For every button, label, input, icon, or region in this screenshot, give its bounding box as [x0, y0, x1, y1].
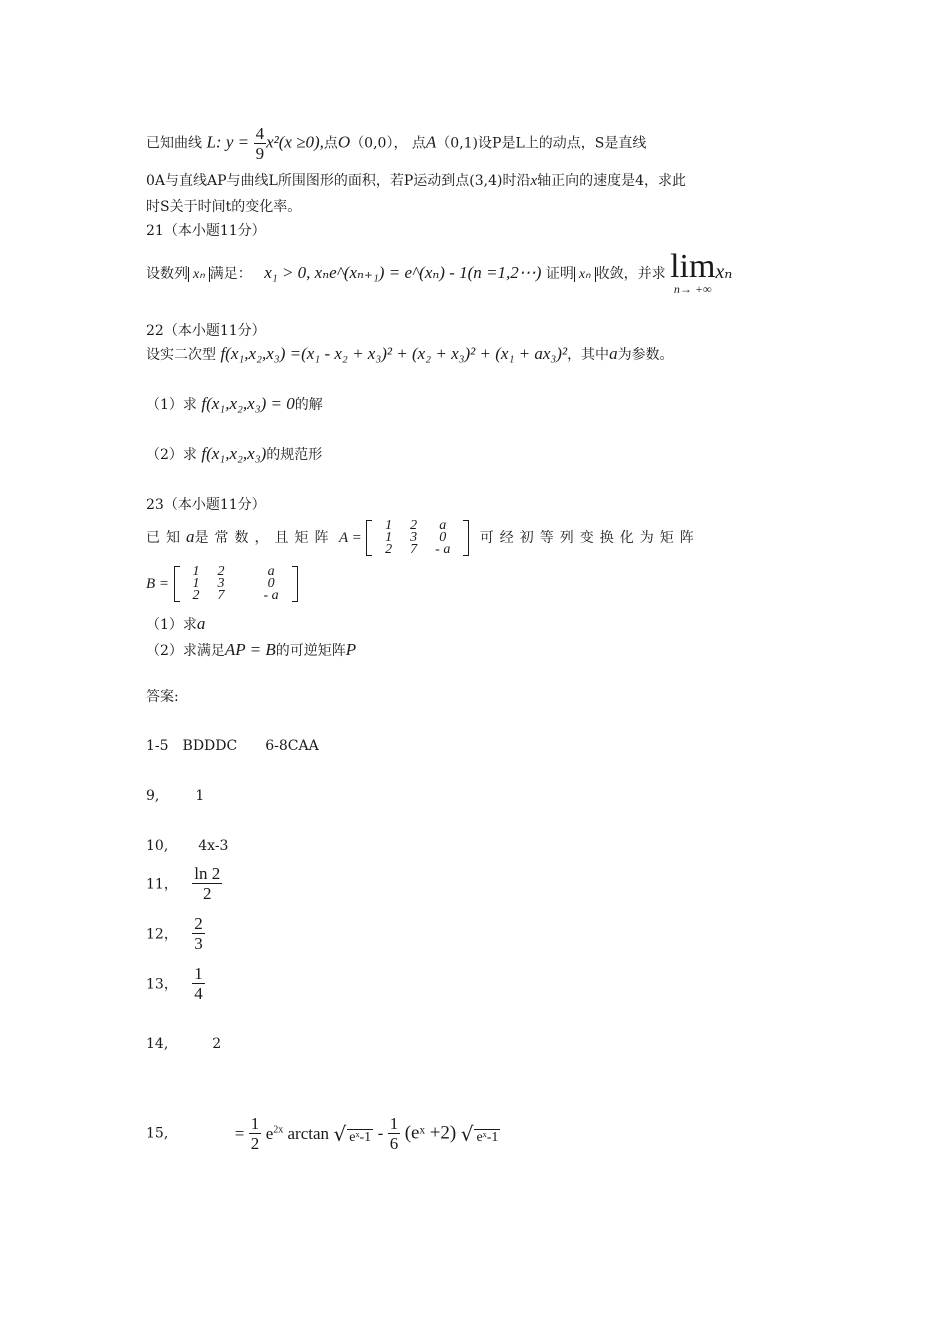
answer-1-8: 1-5 BDDDC 6-8CAA	[146, 738, 319, 754]
answer-9: 9, 1	[146, 788, 205, 804]
q23-part2: （2）求满足AP = B的可逆矩阵P	[146, 640, 357, 659]
q22-header: 22（本小题11分）	[146, 323, 266, 339]
matrix-b: 1 2 a 1 3 0 2 7 - a	[174, 566, 298, 602]
q23-line2: B = 1 2 a 1 3 0 2 7 - a	[146, 566, 298, 602]
matrix-a: 1 2 a 1 3 0 2 7 - a	[366, 520, 469, 556]
limit: lim n→ +∞	[670, 248, 716, 296]
q22-formula: f(x₁,x₂,x₃) =(x₁ - x₂ + x₃)² + (x₂ + x₃)² + (x₁ + ax₃)²	[220, 344, 568, 363]
q20-line1: 已知曲线 L: y = $\frac{4}{9}$ x²(x ≥0),点O（0,0）， 点A（0,1)设P是L上的动点，S是直线	[146, 124, 647, 163]
fraction-4-9: $\frac{4}{9}$	[255, 124, 265, 163]
fraction-1-6: $\frac{1}{6}$	[389, 1114, 399, 1153]
answer-10: 10, 4x-3	[146, 838, 229, 854]
fraction-ln2-2: $\frac{\ln 2}{2}$	[194, 864, 221, 903]
q21-condition: x₁ > 0, xₙe^(xₙ₊₁) = e^(xₙ) - 1(n =1,2⋯)	[264, 263, 542, 282]
answer-12: 12， $\frac{2}{3}$	[146, 914, 203, 953]
q23-part1: （1）求a	[146, 614, 206, 633]
fraction-2-3: $\frac{2}{3}$	[194, 914, 203, 953]
curve-label: L	[206, 132, 216, 152]
answer-11: 11， $\frac{\ln 2}{2}$	[146, 864, 221, 903]
q22-part2: （2）求 f(x₁,x₂,x₃)的规范形	[146, 444, 323, 463]
q20-line3: 时S关于时间t的变化率。	[146, 199, 302, 215]
q22-line: 设实二次型 f(x₁,x₂,x₃) =(x₁ - x₂ + x₃)² + (x₂ + x₃)² + (x₁ + ax₃)²，其中a为参数。	[146, 344, 674, 363]
fraction-1-2: $\frac{1}{2}$	[250, 1114, 260, 1153]
q20-line2: 0A与直线AP与曲线L所围图形的面积，若P运动到点(3,4)时沿x轴正向的速度是4，求此	[146, 173, 687, 189]
answer-13: 13， $\frac{1}{4}$	[146, 964, 203, 1003]
q22-part1: （1）求 f(x₁,x₂,x₃) = 0的解	[146, 394, 323, 413]
q21-header: 21（本小题11分）	[146, 223, 266, 239]
answer-14: 14, 2	[146, 1036, 222, 1052]
answers-title: 答案:	[146, 689, 179, 705]
fraction-1-4: $\frac{1}{4}$	[194, 964, 203, 1003]
q23-line1: 已知a是常数，且矩阵 A = 1 2 a 1 3 0 2 7 - a 可经初等列变换化为矩阵	[146, 518, 700, 557]
q21-line: 设数列 xₙ 满足： x₁ > 0, xₙe^(xₙ₊₁) = e^(xₙ) - 1(n =1,2⋯) 证明 xₙ 收敛，并求 lim n→ +∞ xₙ	[146, 248, 733, 296]
answer-15: 15, = $\frac{1}{2}$ $e^{2x}$ arctan √ eˣ-1 - $\frac{1}{6}$ (eˣ +2) √ eˣ-1	[146, 1114, 499, 1153]
q23-header: 23（本小题11分）	[146, 497, 266, 513]
